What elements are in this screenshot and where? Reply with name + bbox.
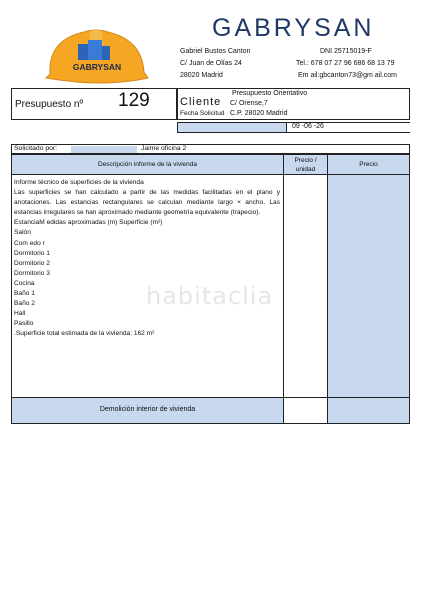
company-email: Em ail:gbcanton73@gm ail.com [298, 72, 397, 79]
row1-unit-price-cell [283, 174, 328, 398]
company-logo [44, 22, 150, 88]
request-value: Jaime oficina 2 [141, 145, 187, 152]
request-row [11, 144, 410, 154]
company-address: C/ Juan de Olías 24 [180, 60, 242, 67]
header-description: Descripción informe de la vivienda [11, 154, 284, 175]
brand-name: GABRYSAN [212, 14, 375, 42]
client-address: C/ Orense,7 [230, 100, 268, 107]
company-phone: Tel.: 678 07 27 96 686 68 13 79 [296, 60, 395, 67]
description-line: Com edo r [14, 239, 45, 247]
description-line: Dormitorio 1 [14, 249, 50, 257]
description-line: Dormitorio 3 [14, 269, 50, 277]
date-label: Fecha Solicitud [180, 110, 225, 117]
row2-description: Demolición interior de vivienda [99, 406, 196, 413]
description-line: Cocina [14, 279, 35, 287]
description-line: Dormitorio 2 [14, 259, 50, 267]
description-line: Salón [14, 229, 31, 237]
client-label: Cliente [180, 96, 222, 108]
client-city: C.P. 28020 Madrid [230, 110, 288, 117]
row2-price-cell [327, 397, 410, 424]
row2-unit-price-cell [283, 397, 328, 424]
row1-price-cell [327, 174, 410, 398]
date-bar [177, 122, 410, 133]
budget-label: Presupuesto nº [15, 99, 84, 110]
client-box [177, 88, 410, 120]
description-line: Las superficies se han calculado a partir de las medidas facilitadas en el plano y anotaciones. Las estancias rectangulares se calculan mediante largo × ancho. Las estancias irregulares se han aproximado mediante geometría equivalente (trapecio). [14, 189, 280, 217]
company-name: Gabriel Bustos Canton [180, 48, 251, 55]
description-line: Pasillo [14, 320, 34, 328]
description-text [14, 178, 280, 340]
budget-number-box [11, 88, 177, 120]
row2-description-cell [11, 397, 284, 424]
description-line: Baño 2 [14, 300, 35, 308]
company-dni: DNI 25715019-F [320, 48, 372, 55]
budget-number: 129 [118, 90, 150, 111]
description-line: Baño 1 [14, 290, 35, 298]
request-label: Solicitado por: [14, 145, 58, 152]
header-price: Precio [327, 154, 410, 175]
request-date: 09 -06 -26 [292, 123, 324, 130]
watermark: habitaclia [146, 282, 274, 310]
description-line: Hall [14, 310, 26, 318]
header-unit-price: Precio / unidad [283, 154, 328, 175]
description-line: .Superficie total estimada de la vivienda: 162 m² [14, 330, 155, 338]
budget-type: Presupuesto Orientativo [232, 90, 308, 97]
logo-text: GABRYSAN [72, 62, 122, 72]
description-line: Informe técnico de superficies de la vivienda [14, 179, 144, 186]
description-line: EstanciaM edidas aproximadas (m) Superficie (m²) [14, 219, 163, 227]
company-city: 28020 Madrid [180, 72, 223, 79]
